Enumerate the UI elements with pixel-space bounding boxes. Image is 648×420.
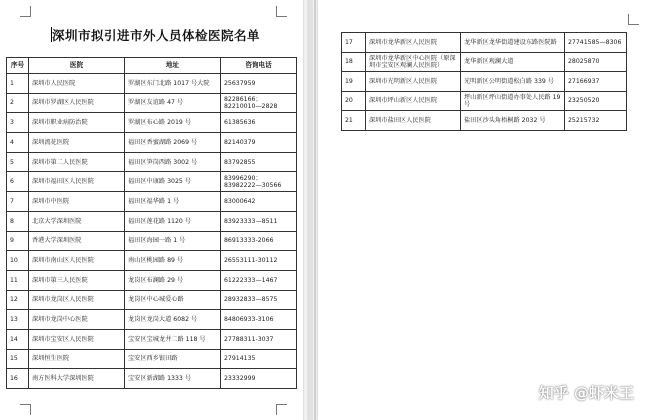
cell-number: 14	[7, 329, 29, 349]
cell-address: 福田区海园一路 1 号	[125, 231, 221, 251]
table-row	[342, 33, 627, 53]
cell-hospital: 深圳市光明新区人民医院	[366, 72, 461, 92]
cell-phone	[565, 33, 627, 53]
cell-address: 宝安区宝城龙井二路 118 号	[125, 329, 221, 349]
table-row	[342, 91, 627, 111]
cell-address: 福田区香蜜湖路 2069 号	[125, 133, 221, 153]
table-row	[7, 192, 297, 212]
cell-number: 3	[7, 113, 29, 133]
cell-hospital: 深圳市罗湖区人民医院	[29, 93, 125, 113]
cell-phone	[565, 72, 627, 92]
cell-hospital: 深圳市职业病防治院	[29, 113, 125, 133]
crop-mark-right-page	[628, 14, 639, 25]
cell-phone	[221, 329, 297, 349]
page-divider	[314, 0, 316, 420]
cell-hospital: 深圳市坪山新区人民医院	[366, 91, 461, 111]
cell-number: 9	[7, 231, 29, 251]
page-gutter	[307, 0, 313, 420]
cell-phone	[221, 74, 297, 94]
phone-number: 23250520	[568, 97, 600, 105]
cell-address: 福田区笋岗西路 3002 号	[125, 152, 221, 172]
cell-hospital: 深圳市第三人民医院	[29, 270, 125, 290]
phone-number: 27741585—8306	[568, 38, 622, 46]
phone-number: 27914135	[224, 355, 256, 363]
cell-address: 罗湖区布心路 2019 号	[125, 113, 221, 133]
cell-address: 龙岗区龙岗大道 6082 号	[125, 310, 221, 330]
cell-number: 2	[7, 93, 29, 113]
crop-mark-bottom-right	[276, 404, 287, 415]
table-row	[7, 329, 297, 349]
phone-number: 86913333-2066	[224, 237, 274, 245]
cell-number: 6	[7, 172, 29, 192]
cell-number: 15	[7, 349, 29, 369]
cell-phone	[221, 172, 297, 192]
cell-hospital: 南方医科大学深圳医院	[29, 369, 125, 389]
cell-hospital: 北京大学深圳医院	[29, 211, 125, 231]
cell-phone	[565, 91, 627, 111]
cell-address: 福田区莲花路 1120 号	[125, 211, 221, 231]
cell-phone	[221, 113, 297, 133]
cell-phone	[221, 251, 297, 271]
cell-number: 12	[7, 290, 29, 310]
phone-number: 27166937	[568, 77, 600, 85]
cell-hospital: 深圳市龙岗中心医院	[29, 310, 125, 330]
cell-address: 光明新区公明街道松白路 339 号	[461, 72, 565, 92]
cell-phone	[221, 270, 297, 290]
table-row	[7, 74, 297, 94]
phone-number: 83996290；	[224, 174, 262, 182]
phone-number: 82286166；	[224, 95, 262, 103]
cell-number: 10	[7, 251, 29, 271]
cell-address: 南山区桃园路 89 号	[125, 251, 221, 271]
phone-number: 27788311-3037	[224, 335, 274, 343]
cell-hospital: 深圳市龙华新区中心医院（原深圳市宝安区观澜人民医院）	[366, 52, 461, 72]
cell-number: 20	[342, 91, 366, 111]
phone-number: 83792855	[224, 158, 256, 166]
crop-mark-top-right	[276, 6, 287, 17]
table-header-row	[7, 58, 297, 74]
cell-hospital: 深圳市第二人民医院	[29, 152, 125, 172]
cell-number: 13	[7, 310, 29, 330]
phone-number: 26553111-30112	[224, 256, 278, 264]
table-row	[7, 211, 297, 231]
header-phone: 咨询电话	[221, 58, 297, 74]
table-row	[7, 349, 297, 369]
cell-number: 19	[342, 72, 366, 92]
cell-phone	[221, 369, 297, 389]
table-row	[342, 52, 627, 72]
cell-phone	[221, 133, 297, 153]
table-row	[7, 113, 297, 133]
cell-address: 龙华新区观澜大道	[461, 52, 565, 72]
table-row	[7, 172, 297, 192]
crop-mark-bottom-left	[20, 404, 31, 415]
table-row	[7, 290, 297, 310]
cell-address: 罗湖区东门北路 1017 号大院	[125, 74, 221, 94]
phone-number: 25215732	[568, 116, 600, 124]
cell-address: 福田区中康路 3025 号	[125, 172, 221, 192]
table-row	[7, 310, 297, 330]
cell-number: 18	[342, 52, 366, 72]
phone-number: 25637959	[224, 79, 256, 87]
cell-address: 龙岗区布澜路 29 号	[125, 270, 221, 290]
cell-hospital: 深圳市南山区人民医院	[29, 251, 125, 271]
table-row	[342, 72, 627, 92]
cell-phone	[221, 290, 297, 310]
cell-hospital: 深圳恒生医院	[29, 349, 125, 369]
cell-hospital: 深圳市龙华新区人民医院	[366, 33, 461, 53]
cell-phone	[221, 93, 297, 113]
cell-number: 5	[7, 152, 29, 172]
cell-phone	[221, 231, 297, 251]
cell-phone	[221, 349, 297, 369]
header-number: 序号	[7, 58, 29, 74]
cell-number: 21	[342, 111, 366, 131]
cell-phone	[565, 111, 627, 131]
phone-number: 82140379	[224, 138, 256, 146]
cell-hospital: 香港大学深圳医院	[29, 231, 125, 251]
cell-address: 龙华新区龙华街道建设东路医院路	[461, 33, 565, 53]
hospital-table-left	[6, 57, 297, 389]
cell-number: 16	[7, 369, 29, 389]
cell-address: 坪山新区坪山街道办事处人民路 19 号	[461, 91, 565, 111]
cell-hospital: 深圳市人民医院	[29, 74, 125, 94]
phone-number: 28932833—8575	[224, 296, 278, 304]
cell-phone	[221, 310, 297, 330]
cell-number: 17	[342, 33, 366, 53]
cell-number: 1	[7, 74, 29, 94]
cell-address: 盐田区沙头角梧桐路 2032 号	[461, 111, 565, 131]
table-row	[7, 270, 297, 290]
hospital-table-right	[341, 32, 627, 131]
phone-number: 84806933-3106	[224, 316, 274, 324]
cell-phone	[221, 211, 297, 231]
phone-number: 61222333—1467	[224, 276, 278, 284]
table-row	[7, 133, 297, 153]
cell-hospital: 深圳市宝安区人民医院	[29, 329, 125, 349]
cell-number: 8	[7, 211, 29, 231]
zhihu-watermark: 知乎 @虾米王	[538, 384, 634, 402]
cell-number: 11	[7, 270, 29, 290]
cell-hospital: 深圳市龙岗区人民医院	[29, 290, 125, 310]
table-row	[7, 251, 297, 271]
phone-number: 23332999	[224, 375, 256, 383]
document-title: 深圳市拟引进市外人员体检医院名单	[52, 28, 261, 43]
cell-hospital: 深圳市福田区人民医院	[29, 172, 125, 192]
phone-number: 28025870	[568, 58, 600, 66]
header-hospital: 医院	[29, 58, 125, 74]
cell-address: 宝安区新湖路 1333 号	[125, 369, 221, 389]
cell-hospital: 深圳流花医院	[29, 133, 125, 153]
cell-address: 罗湖区友谊路 47 号	[125, 93, 221, 113]
phone-number: 83923333—8511	[224, 217, 278, 225]
table-row	[7, 369, 297, 389]
table-row	[7, 152, 297, 172]
cell-number: 7	[7, 192, 29, 212]
phone-number: 82210010—2828	[224, 103, 278, 111]
phone-number: 83000642	[224, 197, 256, 205]
cell-phone	[221, 152, 297, 172]
cell-phone	[221, 192, 297, 212]
cell-address: 龙岗区中心城爱心路	[125, 290, 221, 310]
cell-hospital: 深圳市盐田区人民医院	[366, 111, 461, 131]
table-row	[7, 231, 297, 251]
cell-number: 4	[7, 133, 29, 153]
cell-address: 福田区福华路 1 号	[125, 192, 221, 212]
header-address: 地址	[125, 58, 221, 74]
crop-mark-top-left	[20, 6, 31, 17]
table-row	[7, 93, 297, 113]
phone-number: 83982222—30566	[224, 181, 282, 189]
table-row	[342, 111, 627, 131]
cell-phone	[565, 52, 627, 72]
phone-number: 61385636	[224, 119, 256, 127]
cell-address: 宝安区西乡银田路	[125, 349, 221, 369]
cell-hospital: 深圳市中医院	[29, 192, 125, 212]
